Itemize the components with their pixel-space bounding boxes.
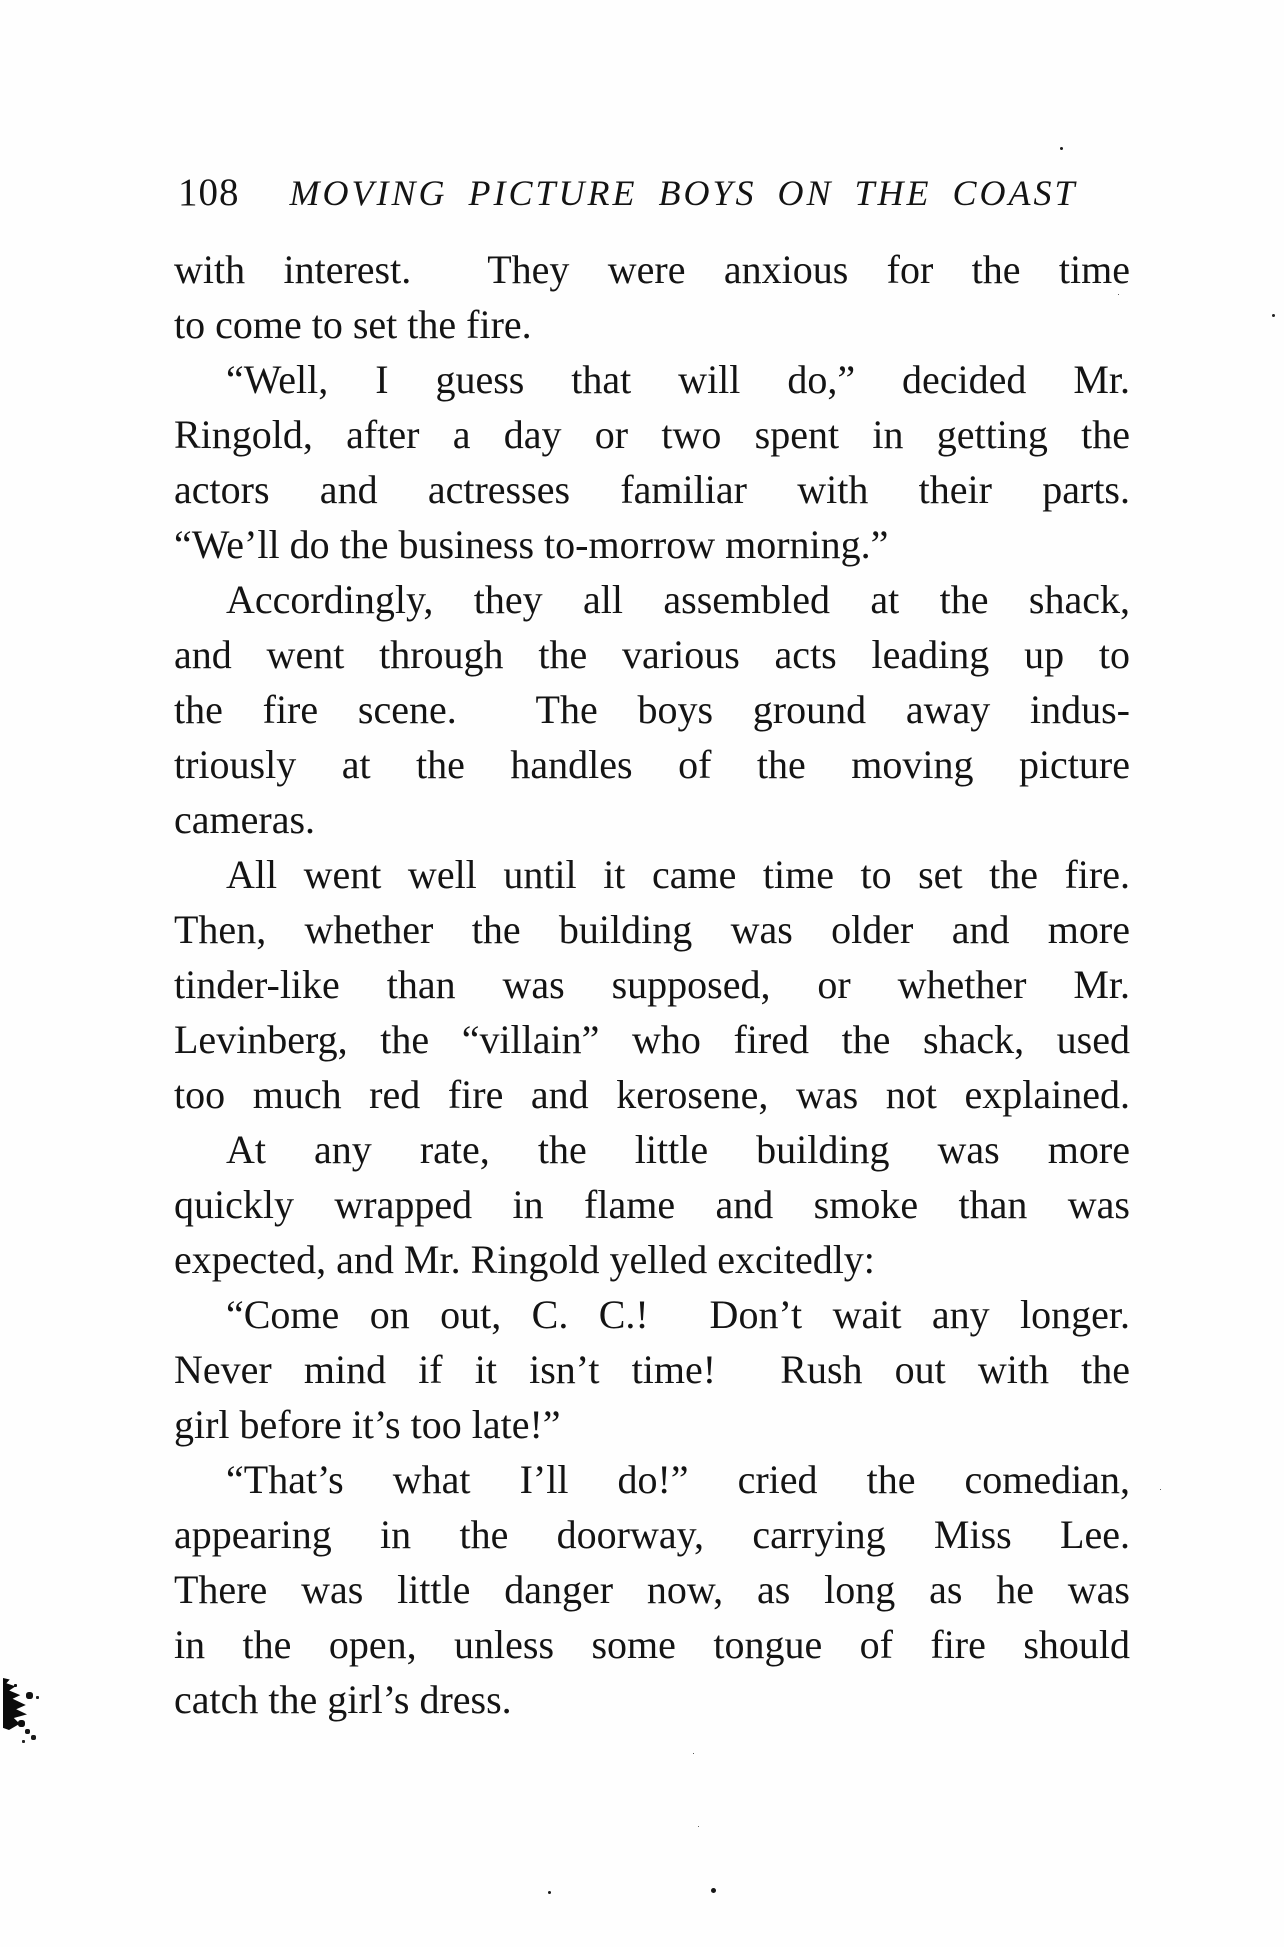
ink-smudge-dots-artifact: [14, 1684, 17, 1687]
scan-speck-artifacts: [1060, 147, 1063, 150]
text-line: cameras.: [174, 797, 316, 842]
text-line: Accordingly, they all assembled at the shack,: [226, 577, 1130, 622]
text-line: There was little danger now, as long as he was: [174, 1567, 1130, 1612]
text-line: Ringold, after a day or two spent in getting the: [174, 412, 1130, 457]
text-line: Levinberg, the “villain” who fired the shack, used: [174, 1017, 1130, 1062]
text-line: the fire scene. The boys ground away indus-: [174, 687, 1130, 732]
text-line: triously at the handles of the moving picture: [174, 742, 1130, 787]
page-number: 108: [178, 171, 240, 214]
text-line: “Well, I guess that will do,” decided Mr.: [226, 357, 1130, 402]
page-header: [178, 170, 1078, 215]
text-line: Never mind if it isn’t time! Rush out with the: [174, 1347, 1130, 1392]
text-line: in the open, unless some tongue of fire should: [174, 1622, 1130, 1667]
text-line: catch the girl’s dress.: [174, 1677, 512, 1722]
running-title: MOVING PICTURE BOYS ON THE COAST: [289, 173, 1078, 213]
text-line: with interest. They were anxious for the time: [174, 247, 1130, 292]
text-line: “That’s what I’ll do!” cried the comedian,: [226, 1457, 1130, 1502]
text-line: actors and actresses familiar with their parts.: [174, 467, 1130, 512]
text-line: At any rate, the little building was more: [226, 1127, 1130, 1172]
body-text: [174, 242, 1130, 1727]
text-line: expected, and Mr. Ringold yelled excitedly:: [174, 1237, 875, 1282]
text-line: quickly wrapped in flame and smoke than was: [174, 1182, 1130, 1227]
text-line: to come to set the fire.: [174, 302, 532, 347]
text-line: All went well until it came time to set the fire.: [226, 852, 1130, 897]
text-line: appearing in the doorway, carrying Miss Lee.: [174, 1512, 1130, 1557]
text-line: girl before it’s too late!”: [174, 1402, 561, 1447]
text-line: and went through the various acts leading up to: [174, 632, 1130, 677]
text-line: tinder-like than was supposed, or whether Mr.: [174, 962, 1130, 1007]
text-line: too much red fire and kerosene, was not explained.: [174, 1072, 1130, 1117]
text-line: Then, whether the building was older and more: [174, 907, 1130, 952]
text-line: “We’ll do the business to-morrow morning.”: [174, 522, 889, 567]
text-line: “Come on out, C. C.! Don’t wait any longer.: [226, 1292, 1130, 1337]
